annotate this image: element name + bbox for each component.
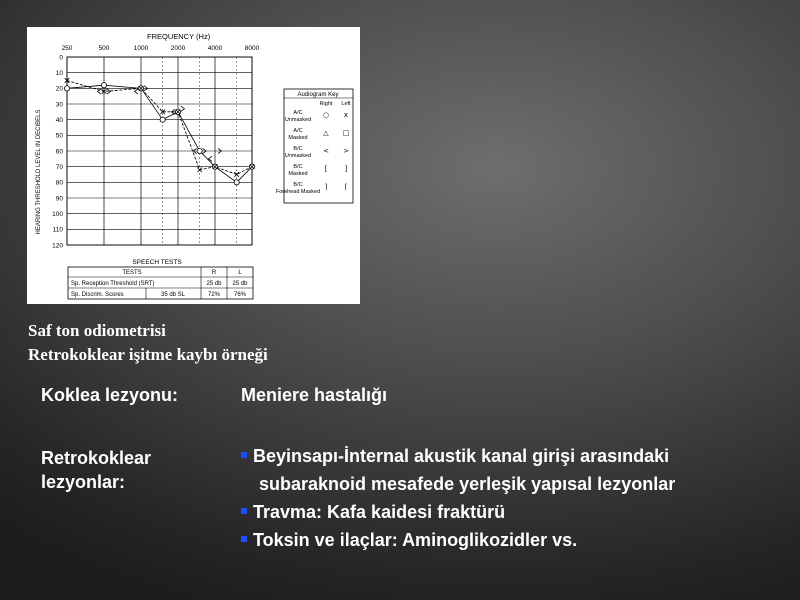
key-row-label: Forehead Masked [275, 189, 321, 195]
bullet-icon [241, 508, 247, 514]
freq-tick-label: 2000 [170, 45, 186, 52]
right-ac-point [64, 86, 69, 91]
key-symbol-right: [ [324, 165, 328, 173]
bullet-icon [241, 536, 247, 542]
db-tick-label: 100 [52, 210, 63, 218]
speech-title: SPEECH TESTS [132, 259, 182, 266]
cochlea-value: Meniere hastalığı [241, 385, 388, 405]
key-row-label: Masked [288, 171, 308, 177]
bullet-3-text: Toksin ve ilaçlar: Aminoglikozidler vs. [253, 530, 578, 550]
db-tick-label: 120 [52, 242, 63, 250]
sds-l: 76% [233, 292, 247, 298]
bullet-item-2 [241, 498, 675, 526]
sds-r: 72% [207, 292, 221, 298]
db-tick-label: 20 [55, 85, 63, 93]
db-tick-label: 10 [55, 69, 63, 77]
right-ac-point [234, 180, 239, 185]
bullet-item-1 [241, 442, 675, 470]
db-tick-label: 40 [55, 116, 63, 124]
key-symbol-right: ⌉ [324, 183, 328, 191]
bullet-2-text: Travma: Kafa kaidesi fraktürü [253, 502, 506, 522]
key-row-label: B/C [293, 146, 303, 152]
key-symbol-left: ⌈ [344, 183, 348, 191]
key-title: Audiogram Key [297, 92, 339, 98]
key-row-label: A/C [293, 128, 303, 134]
key-symbol-left: x [343, 111, 349, 119]
freq-tick-label: 1000 [133, 45, 149, 52]
key-row-label: Masked [288, 135, 308, 141]
bullet-1-line-2: subaraknoid mesafede yerleşik yapısal lezyonlar [259, 474, 676, 494]
key-symbol-right: < [323, 147, 329, 155]
freq-tick-label: 500 [98, 45, 110, 52]
db-tick-label: 60 [55, 148, 63, 156]
y-axis-label: HEARING THRESHOLD LEVEL IN DECIBELS [36, 109, 42, 235]
key-symbol-right: ○ [322, 111, 330, 119]
freq-tick-label: 250 [61, 45, 73, 52]
db-tick-label: 90 [55, 195, 63, 203]
key-symbol-left: □ [342, 129, 350, 137]
caption-line-1: Saf ton odiometrisi [28, 321, 166, 340]
key-symbol-left: > [343, 147, 349, 155]
key-row-label: A/C [293, 110, 303, 116]
speech-header-r: R [211, 270, 217, 276]
bullet-list [241, 442, 675, 554]
figure-caption [28, 319, 268, 367]
frequency-title: FREQUENCY (Hz) [147, 32, 211, 41]
speech-header-l: L [238, 270, 242, 276]
audiogram-key [276, 89, 353, 203]
audiogram-figure [27, 27, 360, 304]
right-ac-point [160, 117, 165, 122]
key-symbol-left: ] [344, 165, 348, 173]
left-bc-point [181, 106, 185, 111]
bullet-icon [241, 452, 247, 458]
sds-extra: 35 db SL [160, 292, 186, 298]
key-row-label: B/C [293, 164, 303, 170]
speech-header-tests: TESTS [122, 270, 142, 276]
cochlea-label: Koklea lezyonu: [41, 385, 179, 405]
key-left-label: Left [341, 101, 351, 107]
srt-l: 25 db [232, 281, 248, 287]
db-tick-label: 30 [55, 101, 63, 109]
caption-line-2: Retrokoklear işitme kaybı örneği [28, 345, 268, 364]
db-tick-label: 70 [55, 163, 63, 171]
key-symbol-right: △ [323, 129, 329, 137]
bullet-item-3 [241, 526, 675, 554]
db-tick-label: 110 [52, 226, 63, 234]
key-row-label: Unmasked [284, 153, 312, 159]
right-ac-point [197, 148, 202, 153]
left-ac-point [234, 172, 239, 177]
db-tick-label: 50 [55, 132, 63, 140]
freq-tick-label: 8000 [244, 45, 260, 52]
right-ac-point [101, 83, 106, 88]
key-row-label: Unmasked [284, 117, 312, 123]
retro-label-line-2: lezyonlar: [41, 472, 126, 492]
srt-test: Sp. Reception Threshold (SRT) [71, 281, 155, 287]
audiogram-chart [27, 27, 360, 304]
retro-label-line-1: Retrokoklear [41, 448, 152, 468]
db-tick-label: 80 [55, 179, 63, 187]
right-bc-point [135, 89, 139, 94]
speech-tests-table [68, 259, 253, 299]
bullet-1-line-1: Beyinsapı-İnternal akustik kanal girişi arasındaki [253, 446, 670, 466]
retro-label [41, 446, 151, 494]
key-row-label: B/C [293, 182, 303, 188]
sds-test: Sp. Discrim. Scores [71, 292, 124, 298]
key-right-label: Right [319, 101, 333, 107]
freq-tick-label: 4000 [207, 45, 223, 52]
db-tick-label: 0 [59, 54, 63, 62]
series-line-0 [67, 85, 252, 182]
srt-r: 25 db [206, 281, 222, 287]
series-line-1 [67, 81, 252, 175]
